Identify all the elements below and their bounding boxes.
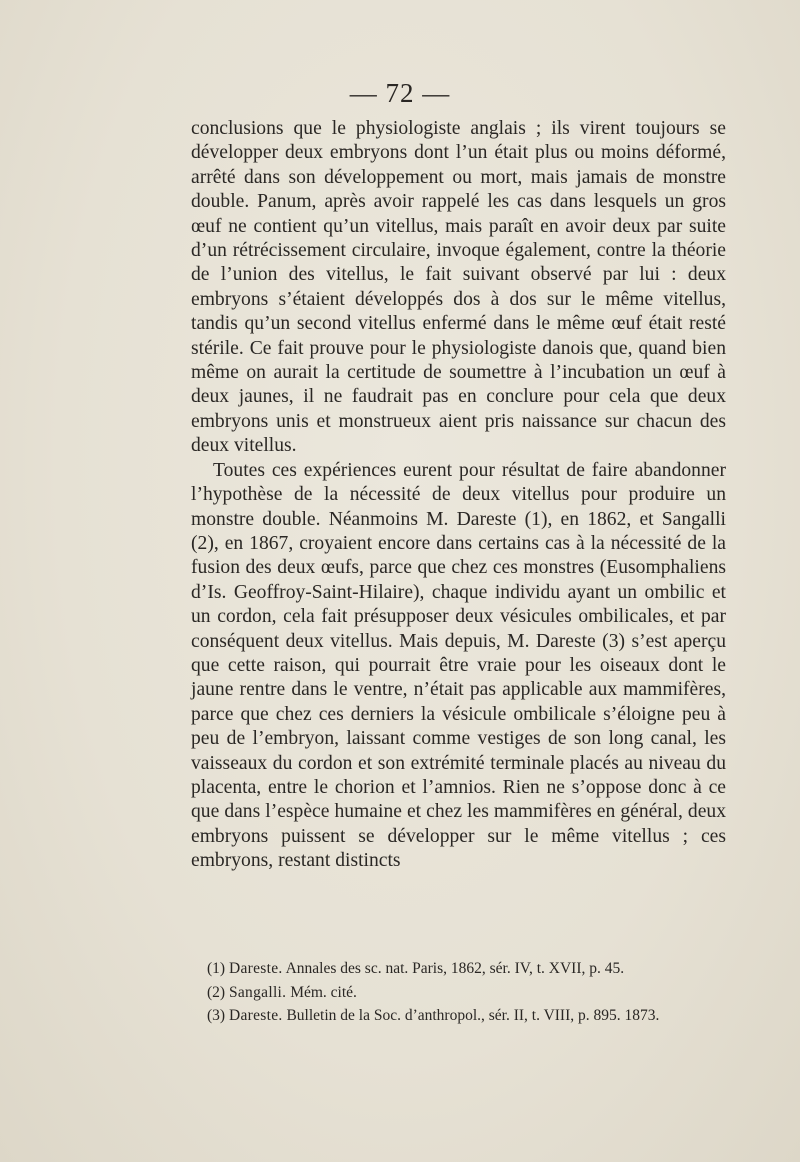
footnote-1 [191,958,726,981]
page-number: — 72 — [349,78,451,108]
paragraph-1: conclusions que le physiologiste anglais ; ils virent toujours se développer deux embryons dont l’un était plus ou moins déformé, arrêté dans son développement ou mort, mais jamais de monstre double. Panum, après avoir rappelé les cas dans lesquels un gros œuf ne contient qu’un vitellus, mais paraît en avoir deux par suite d’un rétrécissement circulaire, invoque également, contre la théorie de l’union des vitellus, le fait suivant observé par lui : deux embryons s’étaient développés dos à dos sur le même vitellus, tandis qu’un second vitellus enfermé dans le même œuf était resté stérile. Ce fait prouve pour le physiologiste danois que, quand bien même on aurait la certitude de soumettre à l’incubation un œuf à deux jaunes, il ne faudrait pas en conclure pour cela que deux embryons unis et monstrueux aient pris naissance sur chacun des deux vitellus. [191,118,726,457]
footnote-author: Dareste. [228,960,283,977]
footnote-text: Mém. cité. [290,983,357,1001]
footnote-3 [191,1005,726,1028]
footnote-author: Dareste. [228,1007,283,1024]
paragraph-2: Toutes ces expériences eurent pour résultat de faire abandonner l’hypothèse de la nécessité de deux vitellus pour produire un monstre double. Néanmoins M. Dareste (1), en 1862, et Sangalli (2), en 1867, croyaient encore dans certains cas à la nécessité de la fusion des deux œufs, parce que chez ces monstres (Eusomphaliens d’Is. Geoffroy-Saint-Hilaire), chaque individu ayant un ombilic et un cordon, cela fait présupposer deux vésicules ombilicales, et par conséquent deux vitellus. Mais depuis, M. Dareste (3) s’est aperçu que cette raison, qui pourrait être vraie pour les oiseaux dont le jaune rentre dans le ventre, n’était pas applicable aux mammifères, parce que chez ces derniers la vésicule ombilicale s’éloigne peu à peu de l’embryon, laissant comme vestiges de son long canal, les vaisseaux du cordon et son extrémité terminale placés au niveau du placenta, entre le chorion et l’amnios. Rien ne s’oppose donc à ce que dans l’espèce humaine et chez les mammifères en général, deux embryons puissent se développer sur le même vitellus ; ces embryons, restant distincts [191,459,726,872]
footnote-marker: (2) [207,983,226,1001]
footnote-marker: (3) [207,1007,226,1024]
footnote-marker: (1) [207,960,226,977]
body-text [191,117,726,874]
footnote-text: Annales des sc. nat. Paris, 1862, sér. IV, t. XVII, p. 45. [285,960,625,977]
footnote-2 [191,982,726,1005]
footnote-author: Sangalli. [228,983,287,1001]
footnotes [191,958,726,1029]
footnote-text: Bulletin de la Soc. d’anthropol., sér. II, t. VIII, p. 895. 1873. [286,1007,660,1024]
